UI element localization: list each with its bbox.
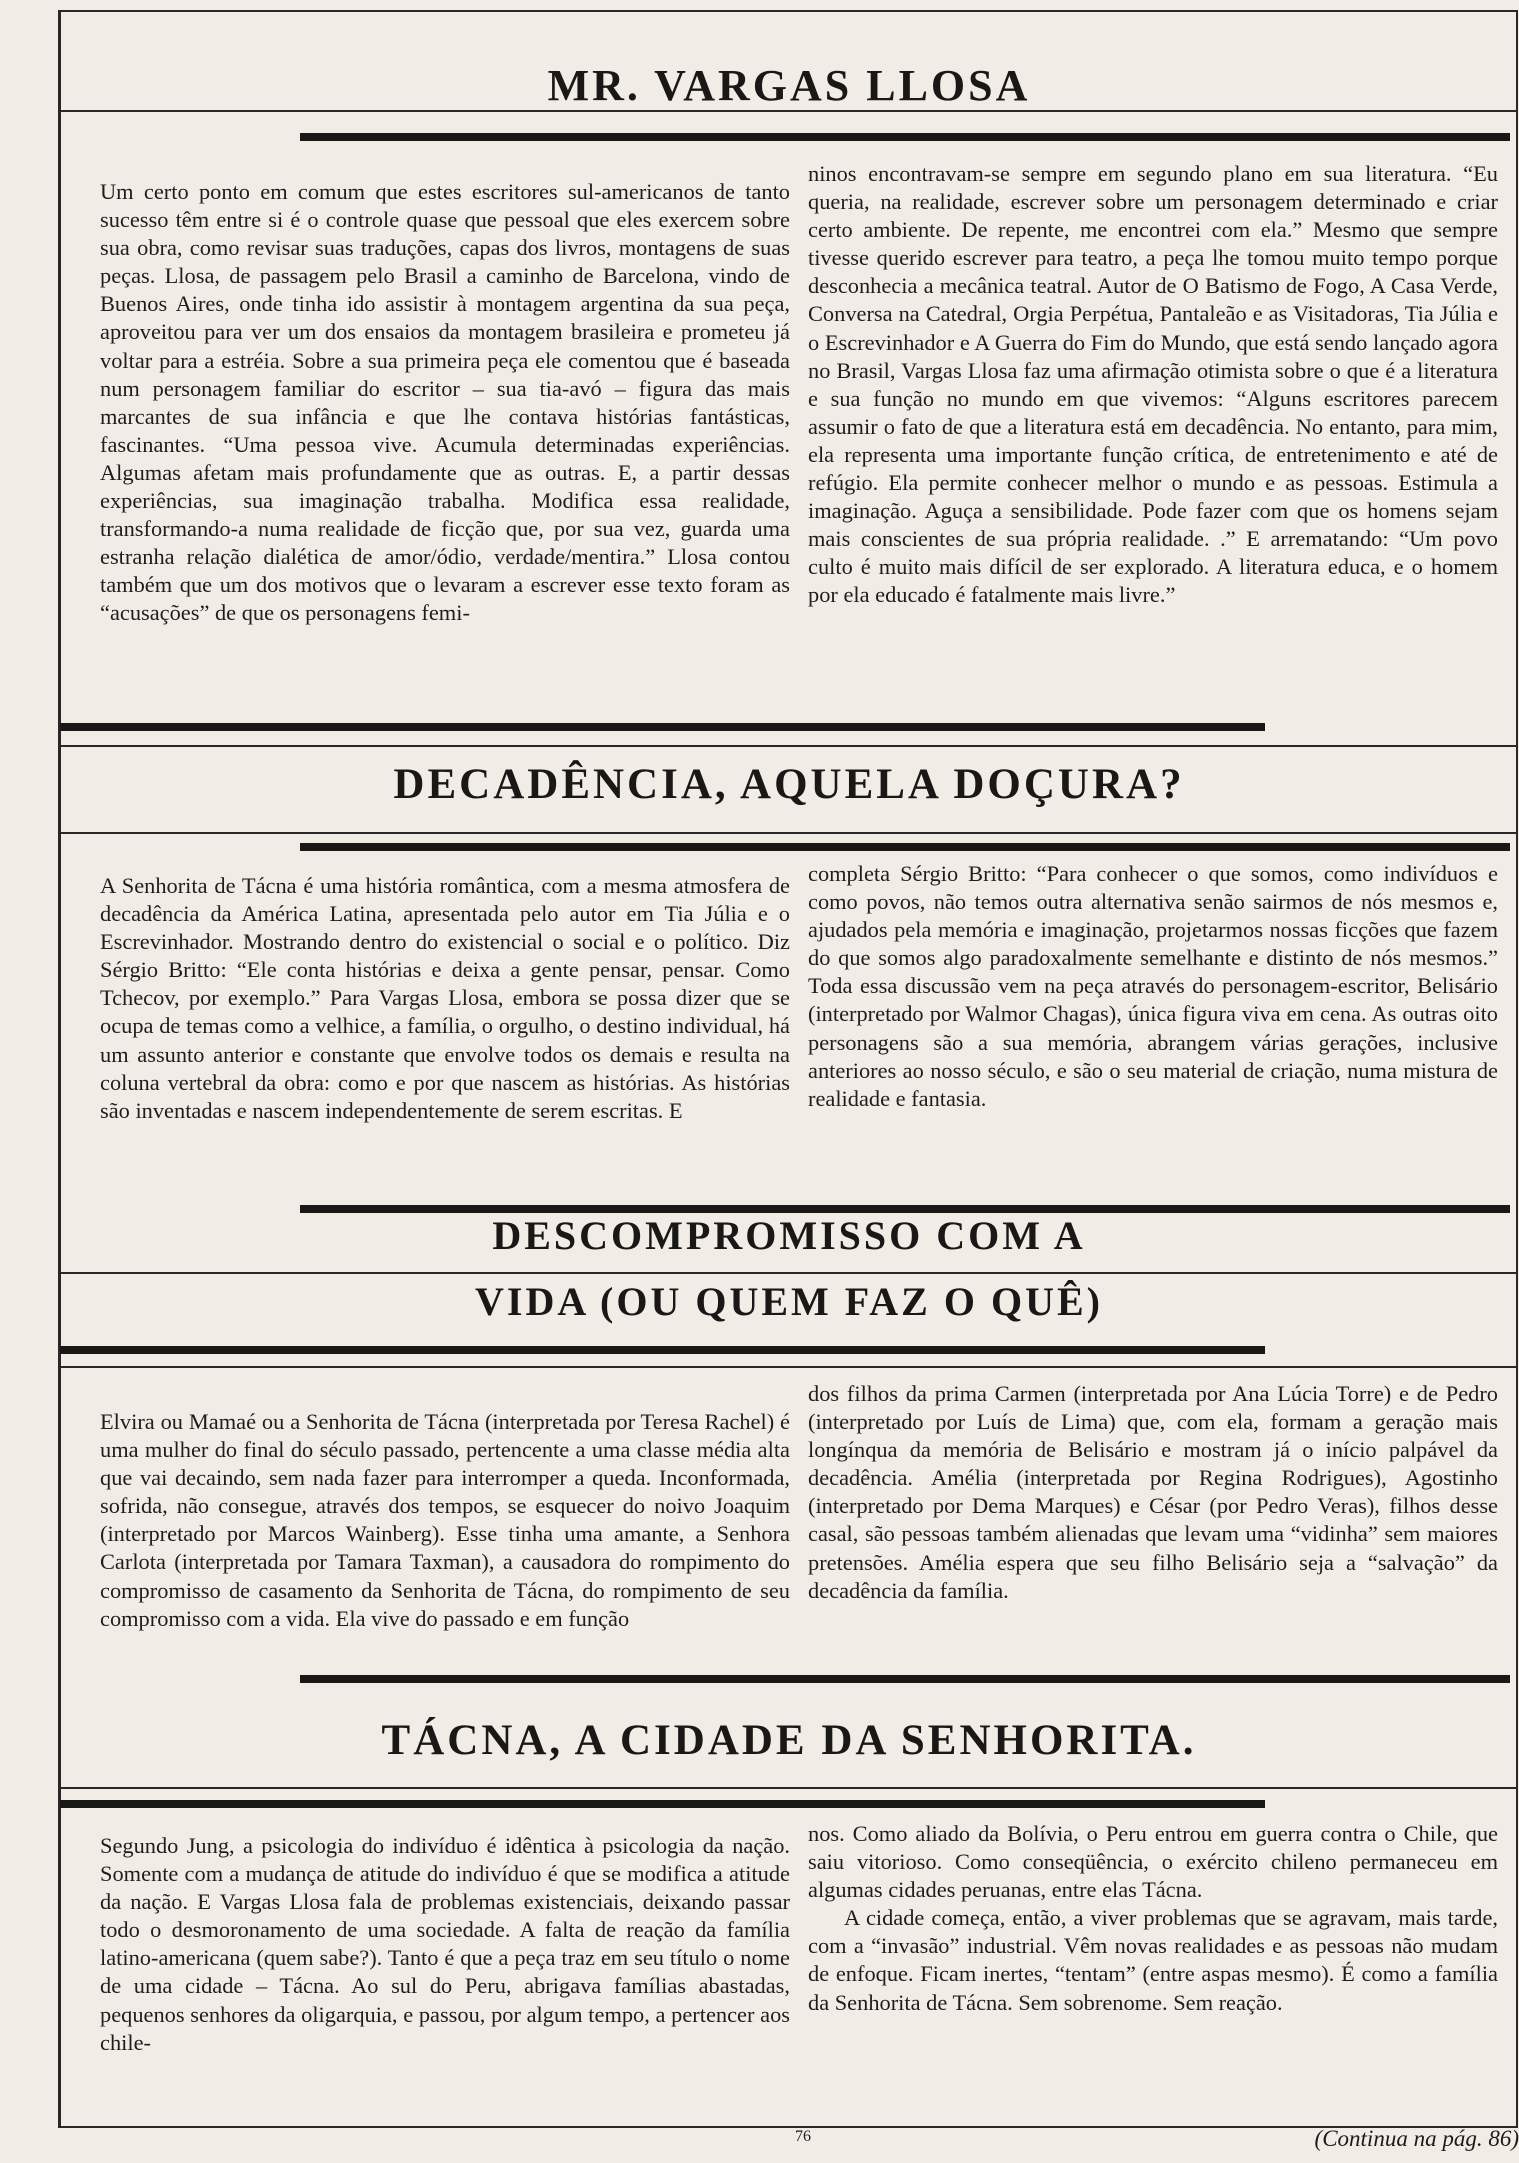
- section3-right-text: dos filhos da prima Carmen (interpretada por Ana Lúcia Torre) e de Pedro (interpretado por Luís de Lima) que, com ela, formam a geração mais longínqua da memória de Belisário e mostram já o início palpável da decadência. Amélia (interpretada por Regina Rodrigues), Agostinho (interpretado por Dema Marques) e César (por Pedro Veras), filhos desse casal, são pessoas também alienadas que levam uma “vidinha” sem maiores pretensões. Amélia espera que seu filho Belisário seja a “salvação” da decadência da família.: [808, 1381, 1498, 1603]
- section4-left-column: [100, 1832, 790, 2057]
- title-rule-thin: [60, 1787, 1518, 1789]
- section4-title: TÁCNA, A CIDADE DA SENHORITA.: [381, 1717, 1197, 1764]
- title-rule-thin: [60, 1366, 1518, 1368]
- section1-left-column: [100, 178, 790, 628]
- section3-title-line1: DESCOMPROMISSO COM A: [492, 1213, 1086, 1258]
- title-underline: [300, 843, 1510, 851]
- continue-note: (Continua na pág. 86): [1314, 2126, 1519, 2151]
- title-underline: [60, 1800, 1265, 1808]
- page-number: 76: [795, 2128, 811, 2145]
- section3-left-text: Elvira ou Mamaé ou a Senhorita de Tácna (interpretada por Teresa Rachel) é uma mulher do final do século passado, pertencente a uma classe média alta que vai decaindo, sem nada fazer para interromper a queda. Inconformada, sofrida, não consegue, através dos tempos, se esquecer do noivo Joaquim (interpretado por Marcos Wainberg). Esse tinha uma amante, a Senhora Carlota (interpretada por Tamara Taxman), a causadora do rompimento do compromisso de casamento da Senhorita de Tácna, do rompimento de seu compromisso com a vida. Ela vive do passado e em função: [100, 1409, 790, 1631]
- section4-right-para2: A cidade começa, então, a viver problemas que se agravam, mais tarde, com a “invasão” industrial. Vêm novas realidades e as pessoas não mudam de enfoque. Ficam inertes, “tentam” (entre aspas mesmo). É como a família da Senhorita de Tácna. Sem sobrenome. Sem reação.: [808, 1905, 1498, 2015]
- section4-left-text: Segundo Jung, a psicologia do indivíduo é idêntica à psicologia da nação. Somente com a mudança de atitude do indivíduo é que se modifica a atitude da nação. E Vargas Llosa fala de problemas existenciais, deixando passar todo o desmoronamento de uma sociedade. A falta de reação da família latino-americana (quem sabe?). Tanto é que a peça traz em seu título o nome de uma cidade – Tácna. Ao sul do Peru, abrigava famílias abastadas, pequenos senhores da oligarquia, e passou, por algum tempo, a pertencer aos chile-: [100, 1833, 790, 2055]
- section1-right-text: ninos encontravam-se sempre em segundo plano em sua literatura. “Eu queria, na realidade, escrever sobre um personagem determinado e criar certo ambiente. De repente, me encontrei com ela.” Mesmo que sempre tivesse querido escrever para teatro, a peça lhe tomou muito tempo porque desconhecia a mecânica teatral. Autor de O Batismo de Fogo, A Casa Verde, Conversa na Catedral, Orgia Perpétua, Pantaleão e as Visitadoras, Tia Júlia e o Escrevinhador e A Guerra do Fim do Mundo, que está sendo lançado agora no Brasil, Vargas Llosa faz uma afirmação otimista sobre o que é a literatura e sua função no mundo em que vivemos: “Alguns escritores parecem assumir o fato de que a literatura está em decadência. No entanto, para mim, ela representa uma importante função crítica, de entretenimento e até de refúgio. Ela permite conhecer melhor o mundo e as pessoas. Estimula a imaginação. Aguça a sensibilidade. Pode fazer com que os homens sejam mais conscientes de sua própria realidade. .” E arrematando: “Um povo culto é muito mais difícil de ser explorado. A literatura educa, e o homem por ela educado é fatalmente mais livre.”: [808, 161, 1498, 608]
- section2-right-column: [808, 860, 1498, 1113]
- section-divider: [60, 723, 1265, 731]
- section3-right-column: [808, 1380, 1498, 1605]
- section4-right-column: [808, 1820, 1498, 2017]
- section-divider-thin: [60, 745, 1518, 747]
- section1-right-column: [808, 160, 1498, 610]
- section2-right-text: completa Sérgio Britto: “Para conhecer o que somos, como indivíduos e como povos, não temos outra alternativa senão sairmos de nós mesmos e, ajudados pela memória e imaginação, projetarmos nossas ficções que fazem do que somos algo paradoxalmente semelhante e distinto de nós mesmos.” Toda essa discussão vem na peça através do personagem-escritor, Belisário (interpretado por Walmor Chagas), única figura viva em cena. As outras oito personagens são a sua memória, abrangem várias gerações, inclusive anteriores ao nosso século, e são o seu material de criação, numa mistura de realidade e fantasia.: [808, 861, 1498, 1111]
- title-underline: [300, 133, 1510, 141]
- section1-left-text: Um certo ponto em comum que estes escritores sul-americanos de tanto sucesso têm entre si é o controle quase que pessoal que eles exercem sobre sua obra, como revisar suas traduções, capas dos livros, montagens de suas peças. Llosa, de passagem pelo Brasil a caminho de Barcelona, vindo de Buenos Aires, onde tinha ido assistir à montagem argentina da sua peça, aproveitou para ver um dos ensaios da montagem brasileira e prometeu já voltar para a estréia. Sobre a sua primeira peça ele comentou que é baseada num personagem familiar do escritor – sua tia-avó – figura das mais marcantes de sua infância e que lhe contava histórias fantásticas, fascinantes. “Uma pessoa vive. Acumula determinadas experiências. Algumas afetam mais profundamente que as outras. E, a partir dessas experiências, sua imaginação trabalha. Modifica essa realidade, transformando-a numa realidade de ficção que, por sua vez, guarda uma estranha relação dialética de amor/ódio, verdade/mentira.” Llosa contou também que um dos motivos que o levaram a escrever esse texto foram as “acusações” de que os personagens femi-: [100, 179, 790, 626]
- section1-title: MR. VARGAS LLOSA: [547, 61, 1031, 110]
- section4-right-para1: nos. Como aliado da Bolívia, o Peru entrou em guerra contra o Chile, que saiu vitorioso. Como conseqüência, o exército chileno permaneceu em algumas cidades peruanas, entre elas Tácna.: [808, 1821, 1498, 1903]
- section2-title: DECADÊNCIA, AQUELA DOÇURA?: [393, 761, 1185, 808]
- section2-left-column: [100, 872, 790, 1125]
- title-underline: [60, 1346, 1265, 1354]
- section-divider: [300, 1675, 1510, 1683]
- section3-title-line2: VIDA (OU QUEM FAZ O QUÊ): [475, 1279, 1103, 1324]
- section3-left-column: [100, 1408, 790, 1633]
- section2-left-text: A Senhorita de Tácna é uma história romântica, com a mesma atmosfera de decadência da América Latina, apresentada pelo autor em Tia Júlia e o Escrevinhador. Mostrando dentro do existencial o social e o político. Diz Sérgio Britto: “Ele conta histórias e deixa a gente pensar, pensar. Como Tchecov, por exemplo.” Para Vargas Llosa, embora se possa dizer que se ocupa de temas como a velhice, a família, o orgulho, o destino individual, há um assunto anterior e constante que envolve todos os demais e resulta na coluna vertebral da obra: como e por que nascem as histórias. As histórias são inventadas e nascem independentemente de serem escritas. E: [100, 873, 790, 1123]
- title-rule-thin: [60, 832, 1518, 834]
- title-rule-thin: [60, 1272, 1518, 1274]
